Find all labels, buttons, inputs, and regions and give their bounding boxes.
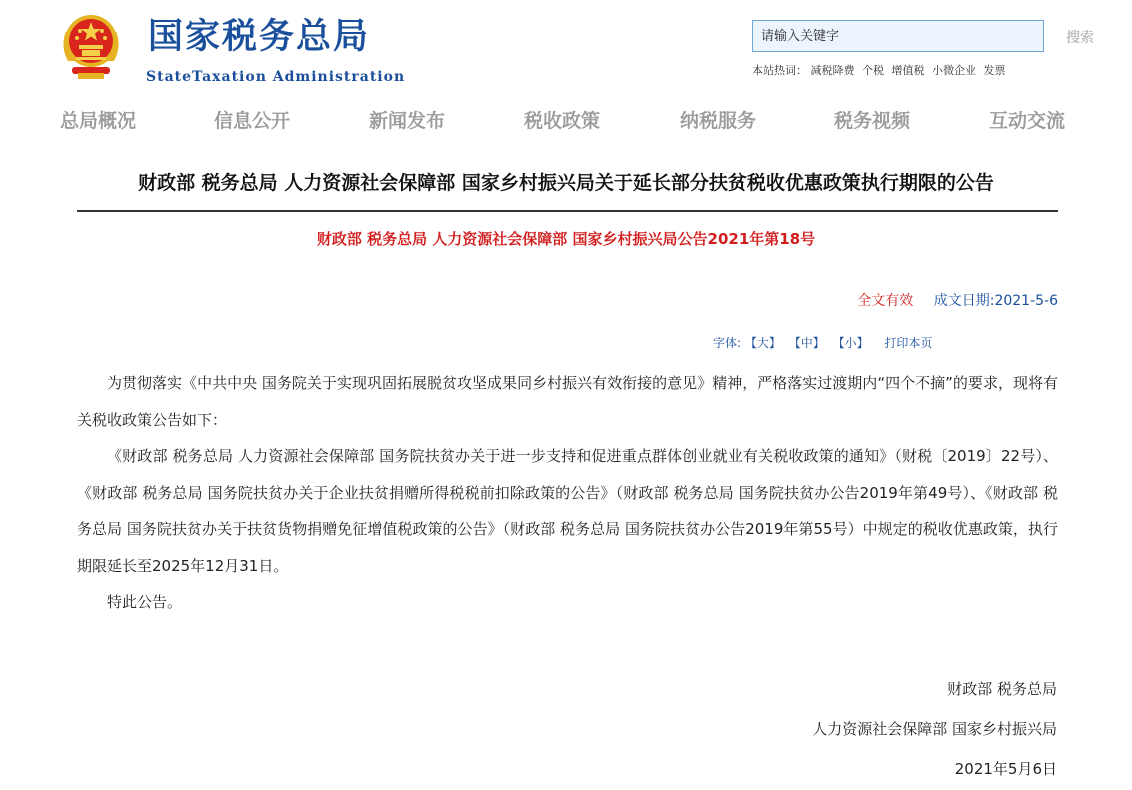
hot-words bbox=[752, 62, 1010, 78]
body-paragraph: 为贯彻落实《中共中央 国务院关于实现巩固拓展脱贫攻坚成果同乡村振兴有效衔接的意见》精神，严格落实过渡期内“四个不摘”的要求，现将有关税收政策公告如下： bbox=[77, 374, 1058, 429]
site-subtitle: StateTaxation Administration bbox=[146, 69, 406, 85]
hot-word-link[interactable]: 减税降费 bbox=[810, 64, 855, 77]
hot-words-label: 本站热词： bbox=[752, 64, 807, 77]
article-title: 财政部 税务总局 人力资源社会保障部 国家乡村振兴局关于延长部分扶贫税收优惠政策执行期限的公告 bbox=[138, 172, 994, 194]
font-large-button[interactable]: 【大】 bbox=[744, 336, 781, 350]
nav-item-info-disclosure[interactable]: 信息公开 bbox=[214, 110, 291, 132]
nav-item-news[interactable]: 新闻发布 bbox=[369, 110, 446, 132]
hot-word-link[interactable]: 个税 bbox=[862, 64, 884, 77]
font-medium-button[interactable]: 【中】 bbox=[788, 336, 825, 350]
hot-word-link[interactable]: 小微企业 bbox=[932, 64, 976, 77]
body-paragraph: 《财政部 税务总局 人力资源社会保障部 国务院扶贫办关于进一步支持和促进重点群体创业就业有关税收政策的通知》（财税〔2019〕22号）、《财政部 税务总局 国务院扶贫办关于企业扶贫捐赠所得税税前扣除政策的公告》（财政部 税务总局 国务院扶贫办公告2019年第49号）、《财政部 税务总局 国务院扶贫办关于扶贫货物捐赠免征增值税政策的公告》（财政部 税务总局 国务院扶贫办公告2019年第55号）中规定的税收优惠政策，执行期限延长至2025年12月31日。 bbox=[77, 447, 1058, 575]
article-body bbox=[77, 365, 1058, 621]
nav-item-interaction[interactable]: 互动交流 bbox=[989, 110, 1066, 132]
nav-item-taxpayer-service[interactable]: 纳税服务 bbox=[680, 110, 757, 132]
national-emblem-icon[interactable] bbox=[58, 9, 124, 81]
nav-item-video[interactable]: 税务视频 bbox=[834, 110, 911, 132]
main-nav bbox=[0, 106, 1132, 136]
signature-issuers-1: 财政部 税务总局 bbox=[947, 680, 1057, 698]
search-input[interactable] bbox=[752, 20, 1044, 52]
body-paragraph: 特此公告。 bbox=[107, 593, 183, 611]
hot-word-link[interactable]: 发票 bbox=[983, 64, 1006, 77]
site-header bbox=[0, 0, 1132, 95]
document-number: 财政部 税务总局 人力资源社会保障部 国家乡村振兴局公告2021年第18号 bbox=[316, 230, 816, 248]
title-divider bbox=[77, 210, 1058, 212]
signature-date: 2021年5月6日 bbox=[954, 760, 1057, 778]
search-button[interactable]: 搜索 bbox=[1066, 30, 1094, 46]
site-title[interactable]: 国家税务总局 bbox=[148, 17, 371, 57]
font-small-button[interactable]: 【小】 bbox=[832, 336, 869, 350]
article-meta bbox=[857, 290, 1058, 310]
validity-status: 全文有效 bbox=[857, 293, 914, 309]
font-size-controls bbox=[713, 334, 932, 351]
signature-issuers-2: 人力资源社会保障部 国家乡村振兴局 bbox=[812, 720, 1057, 738]
nav-item-overview[interactable]: 总局概况 bbox=[60, 110, 137, 132]
nav-item-tax-policy[interactable]: 税收政策 bbox=[524, 110, 601, 132]
font-size-label: 字体: bbox=[713, 336, 742, 350]
hot-word-link[interactable]: 增值税 bbox=[891, 64, 925, 77]
print-page-link[interactable]: 打印本页 bbox=[884, 336, 933, 350]
publish-date: 成文日期:2021-5-6 bbox=[933, 293, 1058, 309]
